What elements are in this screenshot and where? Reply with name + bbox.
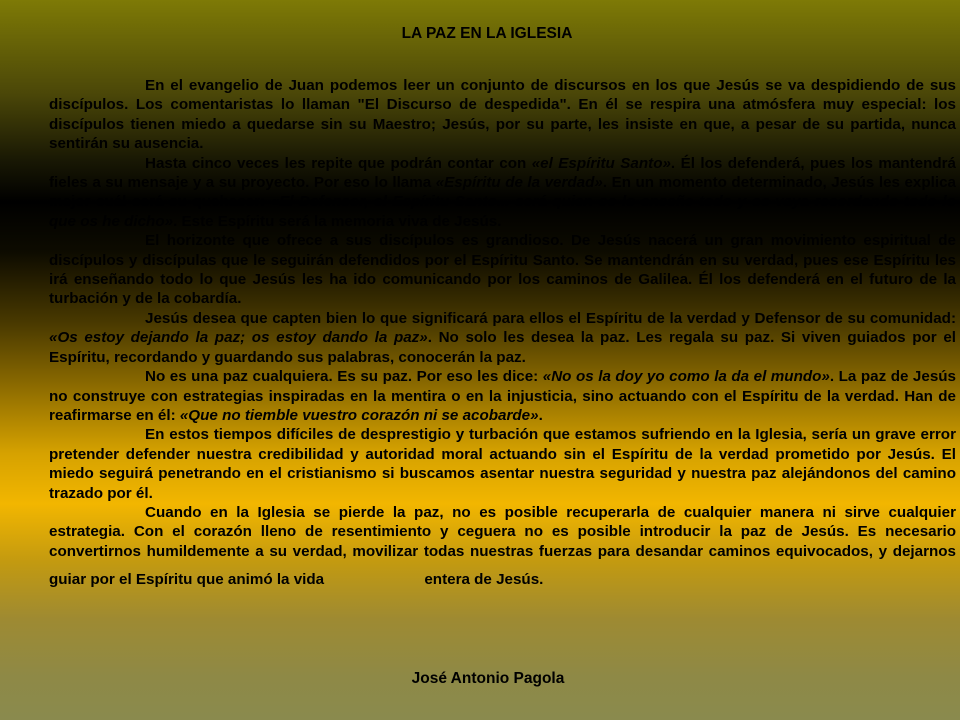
paragraph-text: Hasta cinco veces les repite que podrán contar con	[145, 154, 532, 172]
paragraph-text: . No solo les desea la paz. Les regala su paz. Si viven guiados por el Espíritu, recordando y guardando sus palabras, conocerán la paz.	[49, 329, 956, 366]
paragraph-text: No es una paz cualquiera. Es su paz. Por eso les dice:	[145, 368, 543, 386]
document-title: LA PAZ EN LA IGLESIA	[401, 25, 573, 42]
paragraph-text: . En un momento determinado, Jesús les explica mejor cuál será su quehacer:	[49, 174, 956, 211]
quoted-text: «El Defensor, el Espíritu Santo... será quien os lo enseñe todo y os vaya recordando todo lo que os he dicho»	[49, 193, 956, 230]
paragraph-text: entera de Jesús.	[424, 571, 544, 589]
document-body	[49, 76, 956, 590]
paragraph	[49, 425, 956, 503]
paragraph	[49, 231, 956, 309]
paragraph-text: Cuando en la Iglesia se pierde la paz, no es posible recuperarla de cualquier manera ni sirve cualquier estrategia. Con el corazón lleno de resentimiento y ceguera no es posible introducir la paz de Jesús. Es necesario convertirnos humildemente a su verdad, movilizar todas nuestras fuerzas para desandar caminos equivocados, y dejarnos guiar por el Espíritu que animó la vida	[49, 503, 956, 589]
paragraph	[49, 154, 956, 232]
quoted-text: «Os estoy dejando la paz; os estoy dando la paz»	[49, 329, 428, 347]
paragraph	[49, 309, 956, 367]
quoted-text: «No os la doy yo como la da el mundo»	[542, 368, 830, 386]
quoted-text: «Espíritu de la verdad»	[435, 174, 603, 192]
paragraph-text: En el evangelio de Juan podemos leer un conjunto de discursos en los que Jesús se va despidiendo de sus discípulos. Los comentaristas lo llaman "El Discurso de despedida". En él se respira una atmósfera muy especial: los discípulos tienen miedo a quedarse sin su Maestro; Jesús, por su parte, les insiste en que, a pesar de su partida, nunca sentirán su ausencia.	[49, 77, 956, 153]
paragraph-text: En estos tiempos difíciles de desprestigio y turbación que estamos sufriendo en la Iglesia, sería un grave error pretender defender nuestra credibilidad y autoridad moral actuando sin el Espíritu de la verdad prometido por Jesús. El miedo seguirá penetrando en el cristianismo si buscamos asentar nuestra seguridad y nuestra paz alejándonos del camino trazado por él.	[49, 426, 956, 502]
paragraph	[49, 367, 956, 425]
paragraph-text: . Él los defenderá, pues los mantendrá fieles a su mensaje y a su proyecto. Por eso lo llama	[49, 154, 956, 192]
quoted-text: «el Espíritu Santo»	[531, 154, 671, 172]
paragraph	[49, 503, 956, 590]
paragraph-text: Jesús desea que capten bien lo que significará para ellos el Espíritu de la verdad y Defensor de su comunidad:	[145, 309, 956, 327]
paragraph-text: . Este Espíritu será la memoria viva de Jesús.	[173, 212, 502, 230]
paragraph-text: El horizonte que ofrece a sus discípulos es grandioso. De Jesús nacerá un gran movimiento espiritual de discípulos y discípulas que le seguirán defendidos por el Espíritu Santo. Se mantendrán en su verdad, pues ese Espíritu les irá enseñando todo lo que Jesús les ha ido comunicando por los caminos de Galilea. Él los defenderá en el futuro de la turbación y de la cobardía.	[49, 232, 956, 308]
author-signature: José Antonio Pagola	[411, 670, 565, 687]
paragraph-text: .	[538, 406, 543, 424]
paragraph	[49, 76, 956, 154]
paragraph-text: . La paz de Jesús no construye con estrategias inspiradas en la mentira o en la injusticia, sino actuando con el Espíritu de la verdad. Han de reafirmarse en él:	[49, 368, 956, 424]
quoted-text: «Que no tiemble vuestro corazón ni se acobarde»	[179, 406, 539, 424]
